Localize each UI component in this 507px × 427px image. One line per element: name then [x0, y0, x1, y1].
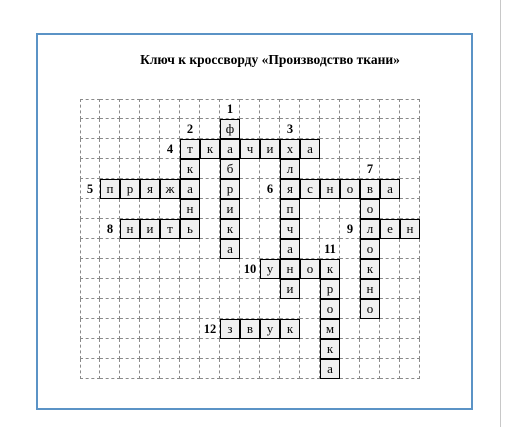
crossword-empty-cell	[160, 199, 180, 219]
crossword-empty-cell	[340, 299, 360, 319]
crossword-empty-cell	[320, 99, 340, 119]
crossword-empty-cell	[400, 299, 420, 319]
crossword-empty-cell	[100, 359, 120, 379]
crossword-empty-cell	[200, 99, 220, 119]
crossword-empty-cell	[360, 119, 380, 139]
crossword-empty-cell	[120, 239, 140, 259]
crossword-empty-cell	[220, 279, 240, 299]
crossword-letter-cell: т	[160, 219, 180, 239]
crossword-letter-cell: и	[260, 139, 280, 159]
crossword-letter-cell: к	[360, 259, 380, 279]
crossword-empty-cell	[120, 199, 140, 219]
crossword-empty-cell	[120, 159, 140, 179]
crossword-letter-cell: к	[200, 139, 220, 159]
crossword-empty-cell	[360, 359, 380, 379]
crossword-empty-cell	[360, 339, 380, 359]
crossword-empty-cell	[400, 99, 420, 119]
crossword-empty-cell	[80, 119, 100, 139]
crossword-letter-cell: а	[300, 139, 320, 159]
crossword-empty-cell	[140, 159, 160, 179]
crossword-empty-cell	[240, 239, 260, 259]
crossword-empty-cell	[380, 339, 400, 359]
crossword-empty-cell	[400, 239, 420, 259]
crossword-empty-cell	[80, 139, 100, 159]
crossword-letter-cell: н	[120, 219, 140, 239]
crossword-empty-cell	[200, 119, 220, 139]
crossword-empty-cell	[200, 259, 220, 279]
crossword-empty-cell	[400, 279, 420, 299]
crossword-grid	[80, 99, 425, 379]
crossword-empty-cell	[160, 339, 180, 359]
crossword-letter-cell: и	[280, 279, 300, 299]
crossword-empty-cell	[80, 239, 100, 259]
crossword-empty-cell	[400, 119, 420, 139]
crossword-empty-cell	[340, 139, 360, 159]
crossword-empty-cell	[100, 239, 120, 259]
crossword-empty-cell	[220, 359, 240, 379]
crossword-empty-cell	[120, 279, 140, 299]
crossword-empty-cell	[140, 339, 160, 359]
crossword-letter-cell: п	[280, 199, 300, 219]
crossword-empty-cell	[380, 259, 400, 279]
crossword-empty-cell	[80, 219, 100, 239]
crossword-empty-cell	[140, 239, 160, 259]
crossword-letter-cell: я	[280, 179, 300, 199]
crossword-letter-cell: т	[180, 139, 200, 159]
crossword-empty-cell	[240, 179, 260, 199]
crossword-letter-cell: и	[220, 199, 240, 219]
crossword-empty-cell	[260, 219, 280, 239]
crossword-empty-cell	[200, 199, 220, 219]
crossword-empty-cell	[160, 299, 180, 319]
crossword-empty-cell	[340, 239, 360, 259]
crossword-letter-cell: а	[180, 179, 200, 199]
crossword-letter-cell: о	[300, 259, 320, 279]
crossword-empty-cell	[80, 99, 100, 119]
crossword-letter-cell: н	[280, 259, 300, 279]
crossword-letter-cell: е	[380, 219, 400, 239]
crossword-empty-cell	[400, 339, 420, 359]
crossword-letter-cell: о	[360, 299, 380, 319]
crossword-empty-cell	[260, 239, 280, 259]
crossword-empty-cell	[140, 279, 160, 299]
crossword-letter-cell: ч	[240, 139, 260, 159]
crossword-empty-cell	[180, 299, 200, 319]
crossword-empty-cell	[120, 299, 140, 319]
crossword-empty-cell	[180, 339, 200, 359]
crossword-empty-cell	[300, 239, 320, 259]
crossword-empty-cell	[380, 199, 400, 219]
crossword-empty-cell	[80, 199, 100, 219]
crossword-letter-cell: и	[140, 219, 160, 239]
crossword-letter-cell: ч	[280, 219, 300, 239]
crossword-letter-cell: м	[320, 319, 340, 339]
crossword-empty-cell	[380, 139, 400, 159]
crossword-letter-cell: р	[320, 279, 340, 299]
crossword-empty-cell	[340, 319, 360, 339]
crossword-empty-cell	[80, 339, 100, 359]
crossword-empty-cell	[300, 199, 320, 219]
crossword-empty-cell	[380, 239, 400, 259]
clue-number: 5	[86, 182, 94, 196]
crossword-empty-cell	[340, 339, 360, 359]
crossword-empty-cell	[320, 219, 340, 239]
crossword-empty-cell	[240, 219, 260, 239]
crossword-empty-cell	[80, 299, 100, 319]
crossword-letter-cell: в	[240, 319, 260, 339]
crossword-empty-cell	[80, 259, 100, 279]
crossword-empty-cell	[260, 99, 280, 119]
crossword-empty-cell	[120, 339, 140, 359]
page-title: Ключ к кроссворду «Производство ткани»	[140, 52, 400, 67]
crossword-empty-cell	[300, 359, 320, 379]
crossword-empty-cell	[180, 319, 200, 339]
crossword-empty-cell	[260, 339, 280, 359]
crossword-empty-cell	[120, 359, 140, 379]
crossword-empty-cell	[120, 259, 140, 279]
crossword-empty-cell	[140, 139, 160, 159]
crossword-letter-cell: к	[280, 319, 300, 339]
clue-number: 4	[166, 142, 174, 156]
crossword-empty-cell	[380, 319, 400, 339]
crossword-empty-cell	[300, 299, 320, 319]
crossword-empty-cell	[140, 199, 160, 219]
crossword-empty-cell	[240, 339, 260, 359]
crossword-empty-cell	[360, 319, 380, 339]
clue-number: 11	[324, 242, 336, 256]
crossword-empty-cell	[220, 259, 240, 279]
clue-number: 2	[186, 122, 194, 136]
crossword-empty-cell	[140, 99, 160, 119]
crossword-empty-cell	[200, 279, 220, 299]
crossword-empty-cell	[360, 139, 380, 159]
crossword-empty-cell	[160, 319, 180, 339]
clue-number: 8	[106, 222, 114, 236]
crossword-empty-cell	[340, 279, 360, 299]
crossword-empty-cell	[240, 359, 260, 379]
crossword-letter-cell: б	[220, 159, 240, 179]
crossword-letter-cell: п	[100, 179, 120, 199]
crossword-empty-cell	[240, 279, 260, 299]
crossword-empty-cell	[100, 279, 120, 299]
crossword-empty-cell	[380, 359, 400, 379]
crossword-letter-cell: в	[360, 179, 380, 199]
crossword-empty-cell	[160, 359, 180, 379]
crossword-empty-cell	[300, 159, 320, 179]
clue-number: 3	[286, 122, 294, 136]
crossword-letter-cell: а	[320, 359, 340, 379]
crossword-empty-cell	[100, 139, 120, 159]
crossword-empty-cell	[400, 139, 420, 159]
crossword-empty-cell	[260, 199, 280, 219]
crossword-empty-cell	[320, 159, 340, 179]
crossword-empty-cell	[200, 339, 220, 359]
crossword-empty-cell	[160, 159, 180, 179]
crossword-empty-cell	[160, 99, 180, 119]
crossword-empty-cell	[280, 359, 300, 379]
crossword-empty-cell	[160, 119, 180, 139]
crossword-empty-cell	[180, 99, 200, 119]
crossword-empty-cell	[100, 99, 120, 119]
crossword-empty-cell	[340, 119, 360, 139]
crossword-empty-cell	[200, 159, 220, 179]
crossword-letter-cell: о	[320, 299, 340, 319]
crossword-empty-cell	[380, 299, 400, 319]
crossword-empty-cell	[100, 259, 120, 279]
crossword-empty-cell	[140, 259, 160, 279]
crossword-empty-cell	[360, 99, 380, 119]
crossword-empty-cell	[140, 319, 160, 339]
crossword-letter-cell: у	[260, 259, 280, 279]
crossword-empty-cell	[400, 359, 420, 379]
crossword-empty-cell	[260, 299, 280, 319]
crossword-empty-cell	[300, 319, 320, 339]
crossword-empty-cell	[260, 359, 280, 379]
crossword-empty-cell	[200, 239, 220, 259]
crossword-empty-cell	[280, 99, 300, 119]
crossword-empty-cell	[200, 179, 220, 199]
crossword-letter-cell: н	[360, 279, 380, 299]
crossword-empty-cell	[300, 99, 320, 119]
clue-number: 1	[226, 102, 234, 116]
crossword-empty-cell	[400, 319, 420, 339]
crossword-empty-cell	[300, 119, 320, 139]
crossword-empty-cell	[140, 119, 160, 139]
crossword-empty-cell	[380, 159, 400, 179]
crossword-letter-cell: н	[400, 219, 420, 239]
crossword-letter-cell: х	[280, 139, 300, 159]
crossword-letter-cell: о	[360, 239, 380, 259]
crossword-letter-cell: ь	[180, 219, 200, 239]
crossword-empty-cell	[280, 299, 300, 319]
crossword-letter-cell: л	[360, 219, 380, 239]
crossword-empty-cell	[320, 199, 340, 219]
crossword-empty-cell	[380, 279, 400, 299]
crossword-empty-cell	[160, 279, 180, 299]
crossword-empty-cell	[320, 139, 340, 159]
crossword-empty-cell	[160, 259, 180, 279]
crossword-empty-cell	[140, 359, 160, 379]
crossword-letter-cell: к	[320, 339, 340, 359]
crossword-letter-cell: у	[260, 319, 280, 339]
crossword-empty-cell	[280, 339, 300, 359]
crossword-empty-cell	[340, 199, 360, 219]
crossword-empty-cell	[100, 299, 120, 319]
crossword-letter-cell: а	[280, 239, 300, 259]
crossword-letter-cell: о	[360, 199, 380, 219]
crossword-empty-cell	[400, 259, 420, 279]
crossword-empty-cell	[240, 299, 260, 319]
clue-number: 12	[203, 322, 217, 336]
crossword-empty-cell	[180, 279, 200, 299]
clue-number: 9	[346, 222, 354, 236]
crossword-empty-cell	[240, 119, 260, 139]
crossword-empty-cell	[180, 239, 200, 259]
crossword-letter-cell: к	[320, 259, 340, 279]
crossword-empty-cell	[180, 359, 200, 379]
crossword-empty-cell	[100, 119, 120, 139]
crossword-empty-cell	[300, 279, 320, 299]
crossword-letter-cell: ж	[160, 179, 180, 199]
crossword-letter-cell: л	[280, 159, 300, 179]
crossword-empty-cell	[120, 99, 140, 119]
crossword-empty-cell	[240, 199, 260, 219]
crossword-letter-cell: р	[220, 179, 240, 199]
crossword-empty-cell	[100, 199, 120, 219]
clue-number: 6	[266, 182, 274, 196]
crossword-empty-cell	[260, 279, 280, 299]
crossword-empty-cell	[220, 299, 240, 319]
crossword-letter-cell: я	[140, 179, 160, 199]
crossword-empty-cell	[80, 319, 100, 339]
crossword-empty-cell	[200, 219, 220, 239]
crossword-letter-cell: ф	[220, 119, 240, 139]
crossword-letter-cell: а	[380, 179, 400, 199]
crossword-empty-cell	[120, 139, 140, 159]
crossword-letter-cell: р	[120, 179, 140, 199]
crossword-letter-cell: н	[180, 199, 200, 219]
crossword-letter-cell: о	[340, 179, 360, 199]
crossword-empty-cell	[240, 99, 260, 119]
crossword-letter-cell: к	[220, 219, 240, 239]
crossword-letter-cell: к	[180, 159, 200, 179]
crossword-empty-cell	[100, 319, 120, 339]
crossword-empty-cell	[260, 119, 280, 139]
crossword-empty-cell	[400, 159, 420, 179]
crossword-empty-cell	[220, 339, 240, 359]
crossword-letter-cell: н	[320, 179, 340, 199]
crossword-empty-cell	[200, 359, 220, 379]
crossword-empty-cell	[400, 179, 420, 199]
crossword-empty-cell	[340, 259, 360, 279]
crossword-letter-cell: с	[300, 179, 320, 199]
crossword-empty-cell	[340, 159, 360, 179]
crossword-empty-cell	[320, 119, 340, 139]
crossword-letter-cell: а	[220, 239, 240, 259]
crossword-empty-cell	[120, 319, 140, 339]
crossword-empty-cell	[80, 159, 100, 179]
crossword-empty-cell	[300, 339, 320, 359]
crossword-empty-cell	[100, 159, 120, 179]
crossword-empty-cell	[380, 99, 400, 119]
crossword-empty-cell	[240, 159, 260, 179]
crossword-empty-cell	[80, 359, 100, 379]
crossword-empty-cell	[260, 159, 280, 179]
crossword-empty-cell	[400, 199, 420, 219]
crossword-empty-cell	[300, 219, 320, 239]
crossword-empty-cell	[140, 299, 160, 319]
crossword-empty-cell	[380, 119, 400, 139]
crossword-empty-cell	[120, 119, 140, 139]
crossword-empty-cell	[200, 299, 220, 319]
crossword-empty-cell	[160, 239, 180, 259]
clue-number: 10	[243, 262, 257, 276]
crossword-letter-cell: а	[220, 139, 240, 159]
crossword-empty-cell	[340, 99, 360, 119]
crossword-empty-cell	[340, 359, 360, 379]
clue-number: 7	[366, 162, 374, 176]
crossword-empty-cell	[100, 339, 120, 359]
crossword-empty-cell	[180, 259, 200, 279]
crossword-empty-cell	[80, 279, 100, 299]
crossword-letter-cell: з	[220, 319, 240, 339]
